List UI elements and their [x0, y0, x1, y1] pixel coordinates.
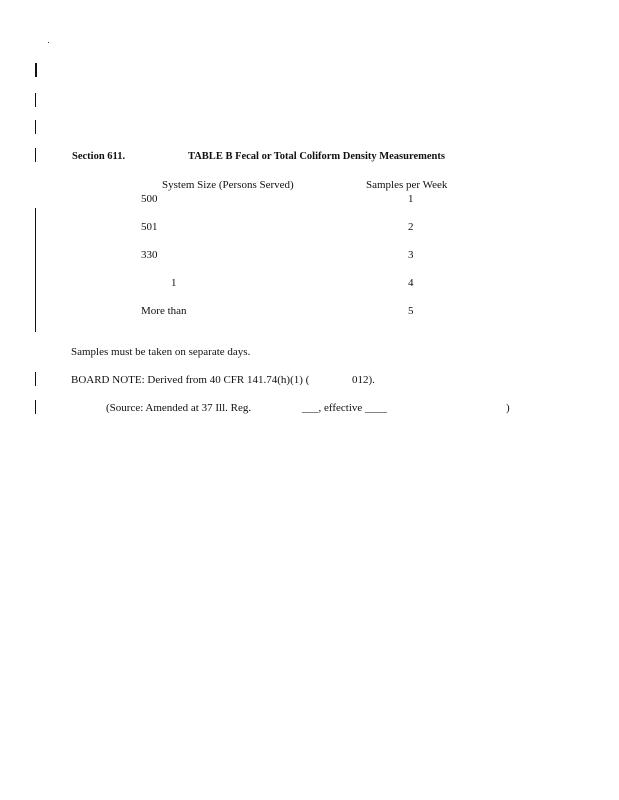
column-header-system-size: System Size (Persons Served) [162, 179, 294, 191]
table-cell-size: 501 [141, 221, 158, 233]
revision-bar [35, 63, 37, 77]
table-cell-size: More than [141, 305, 187, 317]
section-heading [72, 151, 445, 162]
source-note-effective: ___, effective ____ [302, 402, 388, 414]
table-cell-samples: 5 [408, 305, 414, 317]
revision-bar [35, 208, 36, 332]
revision-bar [35, 120, 36, 134]
section-label: Section 611. [72, 151, 126, 162]
table-cell-size: 330 [141, 249, 158, 261]
table-cell-size: 1 [171, 277, 177, 289]
table-cell-samples: 4 [408, 277, 414, 289]
revision-bar [35, 93, 36, 107]
source-note-close: ) [506, 402, 510, 414]
table-cell-size: 500 [141, 193, 158, 205]
table-cell-samples: 1 [408, 193, 414, 205]
revision-bar [35, 372, 36, 386]
table-cell-samples: 2 [408, 221, 414, 233]
revision-bar [35, 148, 36, 162]
scan-speck [48, 42, 49, 43]
column-header-samples: Samples per Week [366, 179, 448, 191]
table-cell-samples: 3 [408, 249, 414, 261]
table-title: TABLE B Fecal or Total Coliform Density Measurements [188, 151, 445, 162]
source-note: (Source: Amended at 37 Ill. Reg. [106, 402, 252, 414]
board-note: BOARD NOTE: Derived from 40 CFR 141.74(h)(1) ( [71, 374, 310, 386]
revision-bar [35, 400, 36, 414]
separate-days-note: Samples must be taken on separate days. [71, 346, 251, 358]
board-note-end: 012). [352, 374, 375, 386]
